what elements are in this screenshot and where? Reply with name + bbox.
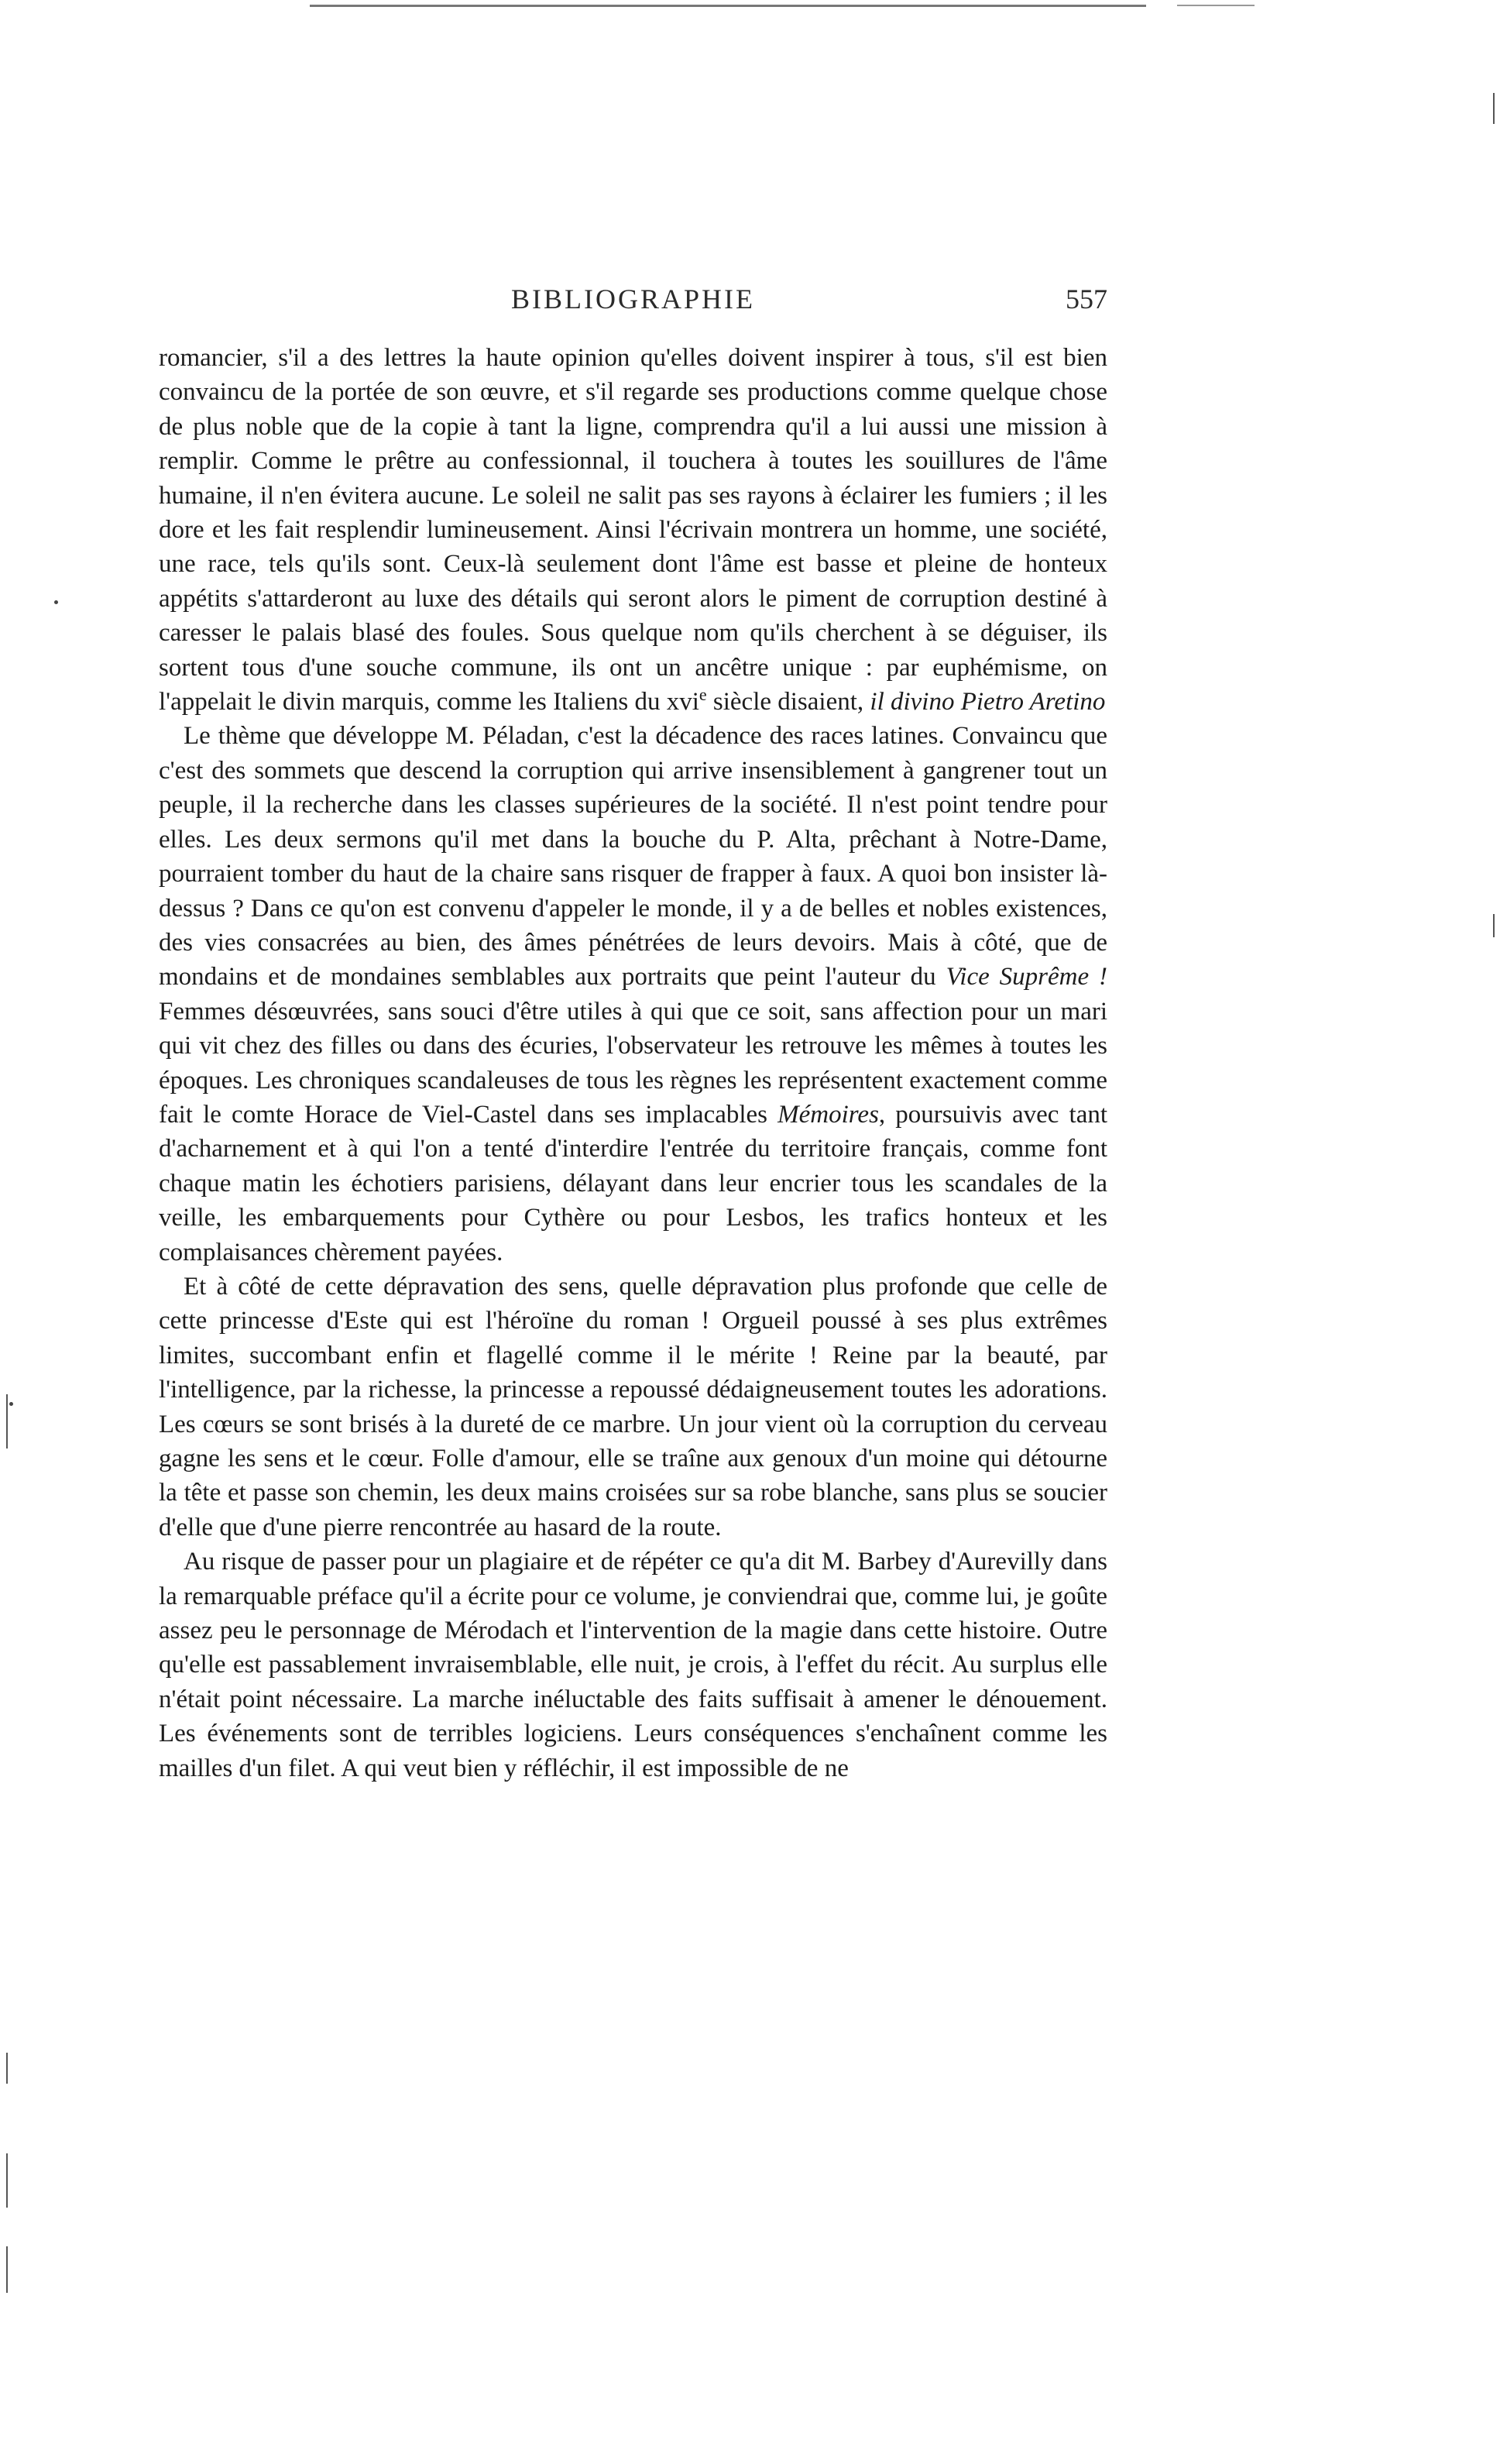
- margin-dot: [9, 1402, 13, 1406]
- century-numeral: xvi: [666, 688, 699, 717]
- italic-quote: il divino Pietro Aretino: [870, 688, 1106, 717]
- paragraph-text: Femmes désœuvrées, sans souci d'être utiles à qui que ce soit, sans affection pour un mari qui vit chez des filles ou dans des écuries, l'observateur les retrouve les mêmes à toutes les époques. Les chroniques scandaleuses de tous les règnes les représentent exactement comme fait le comte Horace de Viel-Castel dans ses implacables: [159, 997, 1107, 1129]
- margin-dot: [54, 600, 58, 604]
- italic-title: Mémoires: [777, 1100, 879, 1129]
- margin-mark: [6, 1394, 8, 1449]
- margin-mark: [1493, 93, 1495, 124]
- margin-mark: [6, 2053, 8, 2084]
- page-header: [159, 283, 1107, 329]
- paragraph-text: romancier, s'il a des lettres la haute opinion qu'elles doivent inspirer à tous, s'il est bien convaincu de la portée de son œuvre, et s'il regarde ses productions comme quelque chose de plus noble que de la copie à tant la ligne, comprendra qu'il a lui aussi une mission à remplir. Comme le prêtre au confessionnal, il touchera à toutes les souillures de l'âme humaine, il n'en évitera aucune. Le soleil ne salit pas ses rayons à éclairer les fumiers ; il les dore et les fait resplendir lumineusement. Ainsi l'écrivain montrera un homme, une société, une race, tels qu'ils sont. Ceux-là seulement dont l'âme est basse et pleine de honteux appétits s'attarderont au luxe des détails qui seront alors le piment de corruption destiné à caresser le palais blasé des foules. Sous quelque nom qu'ils cherchent à se déguiser, ils sortent tous d'une souche commune, ils ont un ancêtre unique : par euphémisme, on l'appelait le divin marquis, comme les Italiens du: [159, 344, 1107, 717]
- paragraph-text: Le thème que développe M. Péladan, c'est la décadence des races latines. Convaincu que c'est des sommets que descend la corruption qui arrive insensiblement à gangrener tout un peuple, il la recherche dans les classes supérieures de la société. Il n'est point tendre pour elles. Les deux sermons qu'il met dans la bouche du P. Alta, prêchant à Notre-Dame, pourraient tomber du haut de la chaire sans risquer de frapper à faux. A quoi bon insister là-dessus ? Dans ce qu'on est convenu d'appeler le monde, il y a de belles et nobles existences, des vies consacrées au bien, des âmes pénétrées de leurs devoirs. Mais à côté, que de mondains et de mondaines semblables aux portraits que peint l'auteur du: [159, 722, 1107, 991]
- italic-title: Vice Suprême !: [946, 963, 1107, 991]
- paragraph-2: [159, 719, 1107, 1270]
- running-head: BIBLIOGRAPHIE: [511, 284, 755, 314]
- paragraph-1: [159, 341, 1107, 719]
- article-body: [159, 341, 1107, 1785]
- margin-mark: [6, 2246, 8, 2293]
- superscript-e: e: [699, 685, 707, 705]
- paragraph-4: Au risque de passer pour un plagiaire et de répéter ce qu'a dit M. Barbey d'Aurevilly dans la remarquable préface qu'il a écrite pour ce volume, je conviendrai que, comme lui, je goûte assez peu le personnage de Mérodach et l'intervention de la magie dans cette histoire. Outre qu'elle est passablement invraisemblable, elle nuit, je crois, à l'effet du récit. Au surplus elle n'était point nécessaire. La marche inéluctable des faits suffisait à amener le dénouement. Les événements sont de terribles logiciens. Leurs conséquences s'enchaînent comme les mailles d'un filet. A qui veut bien y réfléchir, il est impossible de ne: [159, 1548, 1107, 1782]
- top-edge-rule-fragment: [1177, 5, 1255, 6]
- paragraph-text: , poursuivis avec tant d'acharnement et à qui l'on a tenté d'interdire l'entrée du territoire français, comme font chaque matin les échotiers parisiens, délayant dans leur encrier tous les scandales de la veille, les embarquements pour Cythère ou pour Lesbos, les trafics honteux et les complaisances chèrement payées.: [159, 1100, 1108, 1266]
- paragraph-text: siècle disaient,: [706, 688, 870, 717]
- top-edge-rule: [310, 5, 1146, 7]
- margin-mark: [1493, 914, 1495, 937]
- paragraph-3: Et à côté de cette dépravation des sens, quelle dépravation plus profonde que celle de cette princesse d'Este qui est l'héroïne du roman ! Orgueil poussé à ses plus extrêmes limites, succombant enfin et flagellé comme il le mérite ! Reine par la beauté, par l'intelligence, par la richesse, la princesse a repoussé dédaigneusement toutes les adorations. Les cœurs se sont brisés à la dureté de ce marbre. Un jour vient où la corruption du cerveau gagne les sens et le cœur. Folle d'amour, elle se traîne aux genoux d'un moine qui détourne la tête et passe son chemin, les deux mains croisées sur sa robe blanche, sans plus se soucier d'elle que d'une pierre rencontrée au hasard de la route.: [159, 1272, 1107, 1541]
- margin-mark: [6, 2153, 8, 2208]
- page-number: 557: [1066, 284, 1107, 314]
